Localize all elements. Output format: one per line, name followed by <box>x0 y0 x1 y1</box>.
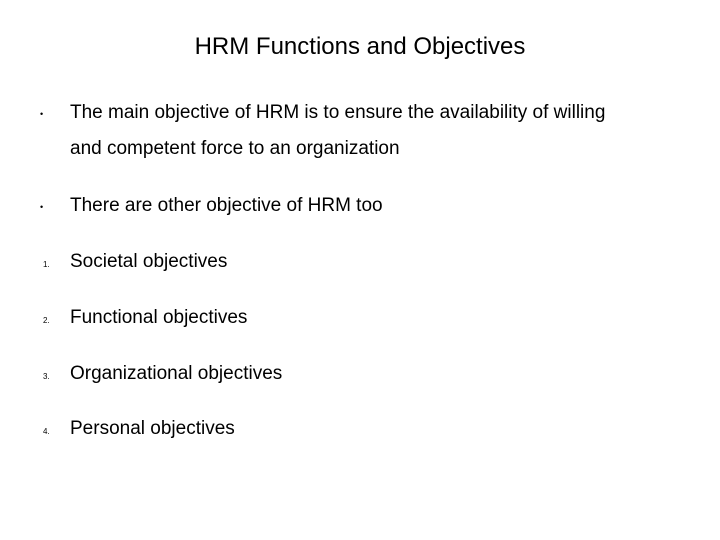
numbered-text: Functional objectives <box>70 307 248 328</box>
bullet-text-line-2: and competent force to an organization <box>70 138 400 159</box>
number-marker: 1. <box>43 260 50 269</box>
bullet-marker: • <box>40 202 44 212</box>
bullet-text-line-1: The main objective of HRM is to ensure the availability of willing <box>70 102 606 123</box>
slide-title: HRM Functions and Objectives <box>194 33 526 60</box>
number-marker: 4. <box>43 427 50 436</box>
bullet-marker: • <box>40 109 44 119</box>
number-marker: 3. <box>43 372 50 381</box>
bullet-text: There are other objective of HRM too <box>70 195 383 216</box>
numbered-text: Personal objectives <box>70 418 235 439</box>
numbered-text: Societal objectives <box>70 251 228 272</box>
numbered-text: Organizational objectives <box>70 363 283 384</box>
number-marker: 2. <box>43 316 50 325</box>
